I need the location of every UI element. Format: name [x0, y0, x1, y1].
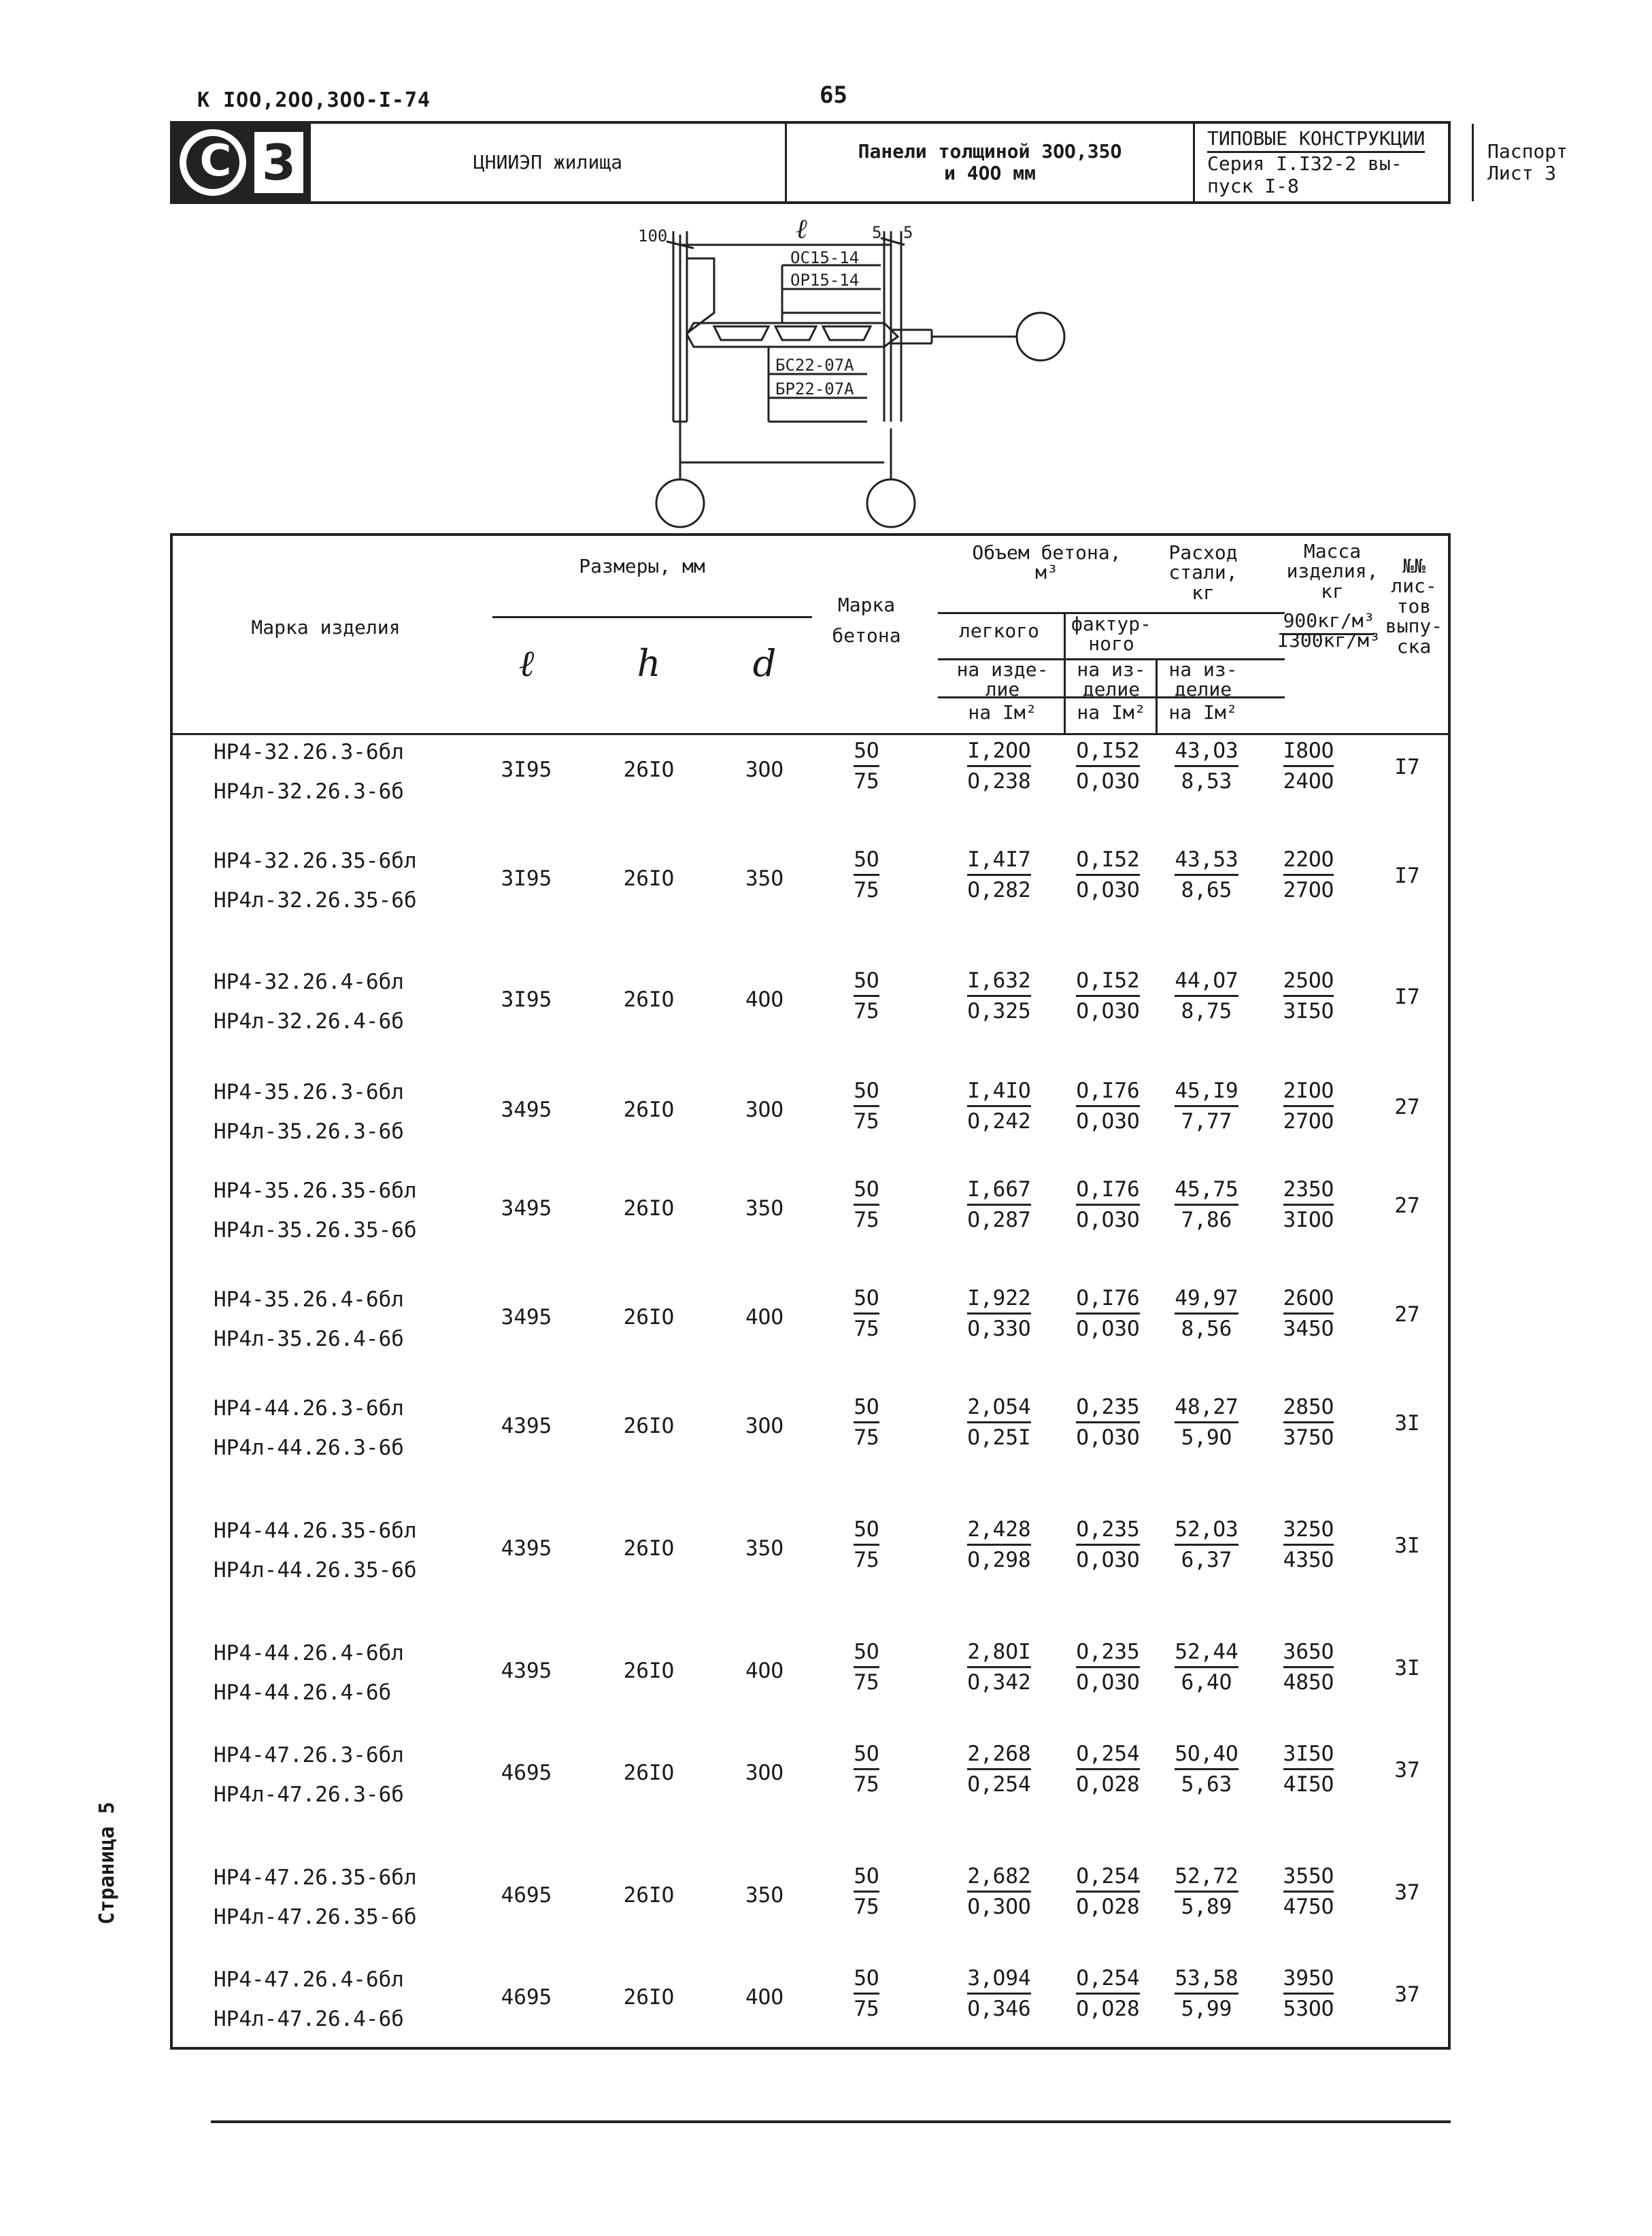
concrete-grade: $\frac{5О}{75}$	[836, 736, 897, 797]
facing-concrete-volume: $\frac{О,I76}{\text{О,ОЗО}}$	[1064, 1284, 1152, 1344]
height-value: 26IО	[623, 758, 675, 782]
product-mark: НР4-47.26.35-6бл НР4л-47.26.35-6б	[214, 1865, 417, 1929]
steel-consumption: $\frac{49,97}{8,56}$	[1166, 1284, 1247, 1344]
sheet-number: 3I	[1394, 1656, 1420, 1680]
header-facing-per-item: на из- делие	[1077, 658, 1146, 701]
label-br: БР22-07А	[775, 379, 854, 399]
table-row	[173, 1284, 1448, 1393]
header-volume: Объем бетона, м³	[972, 541, 1122, 584]
product-mark: НР4-44.26.3-6бл НР4л-44.26.3-6б	[214, 1396, 404, 1460]
table-row	[173, 1862, 1448, 1971]
product-mass: $\frac{395О}{53ОО}$	[1261, 1964, 1356, 2025]
table-row	[173, 1964, 1448, 2073]
height-value: 26IО	[623, 1659, 675, 1683]
light-concrete-volume: $\frac{I,922}{\text{О,ЗЗО}}$	[948, 1284, 1050, 1344]
length-value: 4395	[501, 1536, 552, 1561]
facing-concrete-volume: $\frac{О,235}{\text{О,ОЗО}}$	[1064, 1515, 1152, 1576]
concrete-grade: $\frac{5О}{75}$	[836, 1515, 897, 1576]
thickness-value: 4ОО	[745, 1659, 783, 1683]
header-facing: фактур- ного	[1071, 613, 1151, 656]
product-mass: $\frac{25ОО}{3I5О}$	[1261, 966, 1356, 1027]
facing-concrete-volume: $\frac{О,I52}{\text{О,ОЗО}}$	[1064, 736, 1152, 797]
concrete-grade: $\frac{5О}{75}$	[836, 1638, 897, 1698]
concrete-grade: $\frac{5О}{75}$	[836, 845, 897, 906]
product-mark: НР4-47.26.3-6бл НР4л-47.26.3-6б	[214, 1743, 404, 1807]
light-concrete-volume: $\frac{2,428}{О,298}$	[948, 1515, 1050, 1576]
steel-consumption: $\frac{48,27}{5,9О}$	[1166, 1393, 1247, 1453]
product-mass: $\frac{285О}{375О}$	[1261, 1393, 1356, 1453]
sheet-number: I7	[1394, 755, 1420, 779]
label-oc: ОС15-14	[790, 248, 860, 267]
product-mark: НР4-32.26.3-6бл НР4л-32.26.3-6б	[214, 740, 404, 804]
label-bs: БС22-07А	[775, 356, 854, 375]
product-mark: НР4-32.26.35-6бл НР4л-32.26.35-6б	[214, 849, 417, 913]
length-value: 3495	[501, 1098, 552, 1122]
header-mark: Марка изделия	[251, 616, 401, 639]
dim-5a: 5	[872, 223, 882, 242]
header-l: ℓ	[518, 642, 535, 685]
thickness-value: 4ОО	[745, 1985, 783, 2010]
header-mass-density: 900кг/м³ I300кг/м³	[1277, 609, 1381, 652]
steel-consumption: $\frac{45,I9}{7,77}$	[1166, 1077, 1247, 1137]
light-concrete-volume: $\frac{I,2ОО}{О,238}$	[948, 736, 1050, 797]
facing-concrete-volume: $\frac{О,I76}{\text{О,ОЗО}}$	[1064, 1077, 1152, 1137]
facing-concrete-volume: $\frac{О,235}{\text{О,ОЗО}}$	[1064, 1393, 1152, 1453]
height-value: 26IО	[623, 987, 675, 1012]
table-row	[173, 1175, 1448, 1284]
product-mass: $\frac{365О}{485О}$	[1261, 1638, 1356, 1698]
height-value: 26IО	[623, 1098, 675, 1122]
steel-consumption: $\frac{53,58}{5,99}$	[1166, 1964, 1247, 2025]
length-value: 4395	[501, 1414, 552, 1438]
header-h: h	[637, 642, 661, 685]
product-mark: НР4-35.26.35-6бл НР4л-35.26.35-6б	[214, 1179, 417, 1242]
table-row	[173, 1393, 1448, 1502]
length-value: 3I95	[501, 866, 552, 891]
concrete-grade: $\frac{5О}{75}$	[836, 1175, 897, 1236]
light-concrete-volume: $\frac{I,4IО}{О,242}$	[948, 1077, 1050, 1137]
product-mark: НР4-44.26.35-6бл НР4л-44.26.35-6б	[214, 1519, 417, 1582]
light-concrete-volume: $\frac{I,632}{О,325}$	[948, 966, 1050, 1027]
concrete-grade: $\frac{5О}{75}$	[836, 1393, 897, 1453]
page-number: 65	[820, 82, 847, 109]
header-sizes: Размеры, мм	[579, 555, 705, 577]
header-light: легкого	[958, 620, 1039, 642]
panels-table	[170, 533, 1451, 2050]
length-value: 4695	[501, 1761, 552, 1785]
thickness-value: 35О	[745, 1196, 783, 1221]
dim-l: ℓ	[796, 214, 807, 245]
light-concrete-volume: $\frac{I,4I7}{О,282}$	[948, 845, 1050, 906]
facing-concrete-volume: $\frac{О,I52}{\text{О,ОЗО}}$	[1064, 845, 1152, 906]
sheet-number: 27	[1394, 1193, 1420, 1218]
concrete-grade: $\frac{5О}{75}$	[836, 1740, 897, 1800]
height-value: 26IО	[623, 1985, 675, 2010]
steel-consumption: $\frac{44,О7}{8,75}$	[1166, 966, 1247, 1027]
thickness-value: 35О	[745, 866, 783, 891]
length-value: 3495	[501, 1305, 552, 1329]
length-value: 3I95	[501, 987, 552, 1012]
concrete-grade: $\frac{5О}{75}$	[836, 1284, 897, 1344]
concrete-grade: $\frac{5О}{75}$	[836, 1862, 897, 1922]
thickness-value: ЗОО	[745, 1761, 783, 1785]
length-value: 4695	[501, 1985, 552, 2010]
bottom-rule	[211, 2120, 1451, 2123]
light-concrete-volume: $\frac{2,268}{О,254}$	[948, 1740, 1050, 1800]
sheet-number: 27	[1394, 1302, 1420, 1327]
length-value: 4695	[501, 1883, 552, 1908]
facing-concrete-volume: $\frac{О,254}{О,О28}$	[1064, 1862, 1152, 1922]
series-info: ТИПОВЫЕ КОНСТРУКЦИИ Серия I.I32-2 вы- пуск I-8	[1193, 124, 1472, 201]
table-row	[173, 845, 1448, 954]
height-value: 26IО	[623, 1761, 675, 1785]
sheet-info: Паспорт Лист 3	[1472, 124, 1652, 201]
thickness-value: ЗОО	[745, 758, 783, 782]
concrete-grade: $\frac{5О}{75}$	[836, 1964, 897, 2025]
light-concrete-volume: $\frac{2,О54}{О,25I}$	[948, 1393, 1050, 1453]
header-mass: Масса изделия, кг	[1286, 540, 1379, 603]
sheet-number: 3I	[1394, 1411, 1420, 1436]
steel-consumption: $\frac{52,О3}{6,37}$	[1166, 1515, 1247, 1576]
product-mark: НР4-32.26.4-6бл НР4л-32.26.4-6б	[214, 970, 404, 1034]
title-block	[170, 121, 1568, 204]
height-value: 26IО	[623, 1305, 675, 1329]
label-or: ОР15-14	[790, 271, 860, 290]
thickness-value: ЗОО	[745, 1414, 783, 1438]
sheet-number: I7	[1394, 864, 1420, 888]
thickness-value: 4ОО	[745, 987, 783, 1012]
product-mass: $\frac{3I5О}{4I5О}$	[1261, 1740, 1356, 1800]
light-concrete-volume: $\frac{2,682}{\text{О,ЗОО}}$	[948, 1862, 1050, 1922]
light-concrete-volume: $\frac{3,О94}{О,346}$	[948, 1964, 1050, 2025]
table-row	[173, 966, 1448, 1075]
header-light-per-item: на изде- лие	[956, 658, 1049, 701]
dim-5b: 5	[903, 223, 913, 242]
header-light-per-m2: на Iм²	[968, 701, 1037, 724]
height-value: 26IО	[623, 866, 675, 891]
steel-consumption: $\frac{43,53}{8,65}$	[1166, 845, 1247, 906]
table-row	[173, 1638, 1448, 1746]
facing-concrete-volume: $\frac{О,254}{О,О28}$	[1064, 1964, 1152, 2025]
product-mass: $\frac{355О}{475О}$	[1261, 1862, 1356, 1922]
length-value: 3495	[501, 1196, 552, 1221]
steel-consumption: $\frac{5О,4О}{5,63}$	[1166, 1740, 1247, 1800]
table-row	[173, 736, 1448, 845]
steel-consumption: $\frac{52,72}{5,89}$	[1166, 1862, 1247, 1922]
product-mark: НР4-44.26.4-6бл НР4-44.26.4-6б	[214, 1641, 404, 1705]
product-mass: $\frac{325О}{435О}$	[1261, 1515, 1356, 1576]
header-sheets: №№ лис- тов выпу- ска	[1385, 555, 1443, 658]
product-mass: $\frac{26ОО}{345О}$	[1261, 1284, 1356, 1344]
product-mass: $\frac{235О}{\text{3IОО}}$	[1261, 1175, 1356, 1236]
table-row	[173, 1077, 1448, 1185]
sheet-number: 37	[1394, 1880, 1420, 1905]
product-mark: НР4-35.26.3-6бл НР4л-35.26.3-6б	[214, 1080, 404, 1144]
facing-concrete-volume: $\frac{О,I52}{\text{О,ОЗО}}$	[1064, 966, 1152, 1027]
length-value: 3I95	[501, 758, 552, 782]
header-facing-per-m2: на Iм²	[1077, 701, 1146, 724]
organization-name: ЦНИИЭП жилища	[309, 124, 785, 201]
publisher-logo: С 3	[173, 124, 309, 201]
product-mark: НР4-47.26.4-6бл НР4л-47.26.4-6б	[214, 1967, 404, 2031]
length-value: 4395	[501, 1659, 552, 1683]
header-steel-per-m2: на Iм²	[1168, 701, 1238, 724]
sheet-number: I7	[1394, 985, 1420, 1009]
facing-concrete-volume: $\frac{О,I76}{\text{О,ОЗО}}$	[1064, 1175, 1152, 1236]
side-page-label: Страница 5	[95, 1801, 119, 1925]
thickness-value: 4ОО	[745, 1305, 783, 1329]
thickness-value: 35О	[745, 1883, 783, 1908]
sheet-number: 37	[1394, 1982, 1420, 2007]
facing-concrete-volume: $\frac{О,254}{О,О28}$	[1064, 1740, 1152, 1800]
thickness-value: ЗОО	[745, 1098, 783, 1122]
panel-section-diagram	[612, 214, 1129, 530]
height-value: 26IО	[623, 1196, 675, 1221]
product-mark: НР4-35.26.4-6бл НР4л-35.26.4-6б	[214, 1287, 404, 1351]
product-mass: $\frac{22ОО}{27ОО}$	[1261, 845, 1356, 906]
document-title: Панели толщиной ЗОО,35О и 4ОО мм	[785, 124, 1193, 201]
steel-consumption: $\frac{52,44}{6,4О}$	[1166, 1638, 1247, 1698]
header-d: d	[752, 642, 777, 685]
light-concrete-volume: $\frac{2,8ОI}{О,342}$	[948, 1638, 1050, 1698]
header-steel: Расход стали, кг	[1168, 541, 1238, 604]
steel-consumption: $\frac{43,О3}{8,53}$	[1166, 736, 1247, 797]
height-value: 26IО	[623, 1414, 675, 1438]
table-row	[173, 1740, 1448, 1848]
height-value: 26IО	[623, 1536, 675, 1561]
header-concrete-grade: Марка бетона	[832, 594, 901, 647]
product-mass: $\frac{\text{2IОО}}{27ОО}$	[1261, 1077, 1356, 1137]
concrete-grade: $\frac{5О}{75}$	[836, 966, 897, 1027]
steel-consumption: $\frac{45,75}{7,86}$	[1166, 1175, 1247, 1236]
document-code: К IОО,2ОО,3ОО-I-74	[197, 88, 431, 112]
table-row	[173, 1515, 1448, 1624]
sheet-number: 27	[1394, 1095, 1420, 1119]
sheet-number: 3I	[1394, 1534, 1420, 1558]
thickness-value: 35О	[745, 1536, 783, 1561]
concrete-grade: $\frac{5О}{75}$	[836, 1077, 897, 1137]
dim-100: 100	[638, 226, 668, 245]
light-concrete-volume: $\frac{I,667}{О,287}$	[948, 1175, 1050, 1236]
product-mass: $\frac{I8ОО}{24ОО}$	[1261, 736, 1356, 797]
height-value: 26IО	[623, 1883, 675, 1908]
facing-concrete-volume: $\frac{О,235}{\text{О,ОЗО}}$	[1064, 1638, 1152, 1698]
sheet-number: 37	[1394, 1758, 1420, 1782]
header-steel-per-item: на из- делие	[1168, 658, 1238, 701]
